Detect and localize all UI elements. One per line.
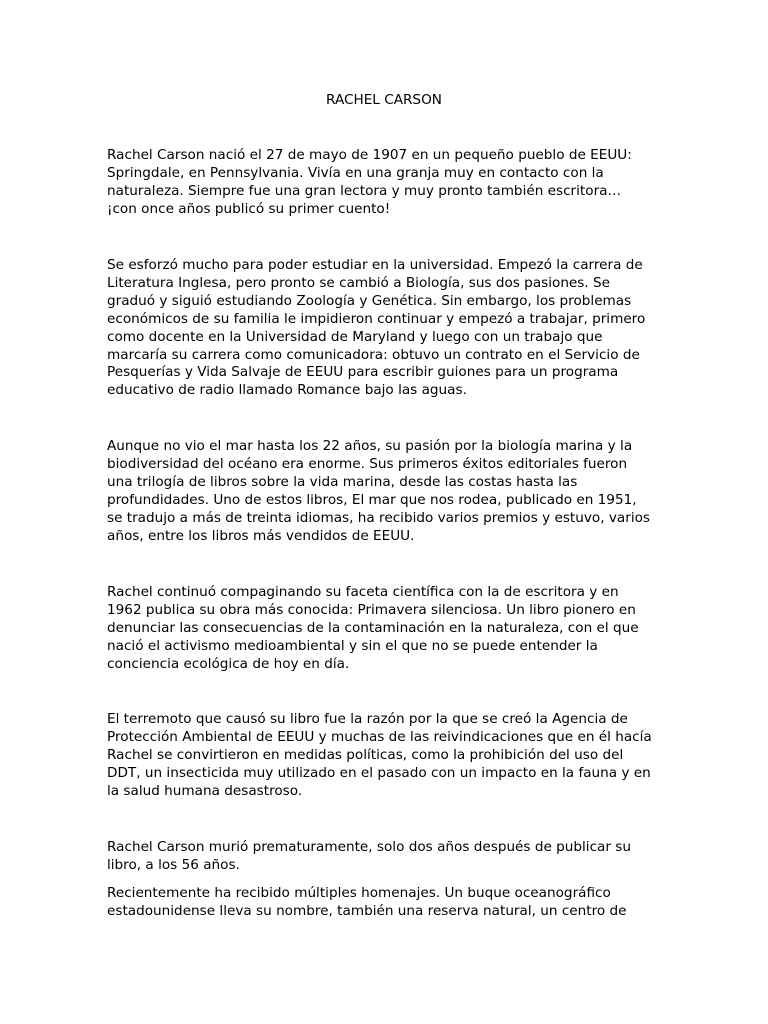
- paragraph-education: Se esforzó mucho para poder estudiar en la universidad. Empezó la carrera de Literatura Inglesa, pero pronto se cambió a Biología, sus dos pasiones. Se graduó y siguió estudiando Zoología y Genética. Sin embargo, los problemas económicos de su familia le impidieron continuar y empezó a trabajar, primero como docente en la Universidad de Maryland y luego con un trabajo que marcaría su carrera como comunicadora: obtuvo un contrato en el Servicio de Pesquerías y Vida Salvaje de EEUU para escribir guiones para un programa educativo de radio llamado Romance bajo las aguas.: [107, 257, 646, 399]
- paragraph-marine-biology: Aunque no vio el mar hasta los 22 años, su pasión por la biología marina y la biodiversidad del océano era enorme. Sus primeros éxitos editoriales fueron una trilogía de libros sobre la vida marina, desde las costas hasta las profundidades. Uno de estos libros, El mar que nos rodea, publicado en 1951, se tradujo a más de treinta idiomas, ha recibido varios premios y estuvo, varios años, entre los libros más vendidos de EEUU.: [107, 438, 650, 544]
- paragraph-tributes: Recientemente ha recibido múltiples homenajes. Un buque oceanográfico estadounidense lleva su nombre, también una reserva natural, un centro de: [107, 885, 627, 919]
- paragraph-death: Rachel Carson murió prematuramente, solo dos años después de publicar su libro, a los 56 años.: [107, 839, 631, 873]
- document-title: RACHEL CARSON: [326, 92, 442, 108]
- paragraph-environmental-agency: El terremoto que causó su libro fue la razón por la que se creó la Agencia de Protección Ambiental de EEUU y muchas de las reivindicaciones que en él hacía Rachel se convirtieron en medidas políticas, como la prohibición del uso del DDT, un insecticida muy utilizado en el pasado con un impacto en la fauna y en la salud humana desastroso.: [107, 711, 652, 799]
- paragraph-early-life: Rachel Carson nació el 27 de mayo de 1907 en un pequeño pueblo de EEUU: Springdale, en Pennsylvania. Vivía en una granja muy en contacto con la naturaleza. Siempre fue una gran lectora y muy pronto también escritora… ¡con once años publicó su primer cuento!: [107, 147, 632, 217]
- paragraph-silent-spring: Rachel continuó compaginando su faceta científica con la de escritora y en 1962 publica su obra más conocida: Primavera silenciosa. Un libro pionero en denunciar las consecuencias de la contaminación en la naturaleza, con el que nació el activismo medioambiental y sin el que no se puede entender la conciencia ecológica de hoy en día.: [107, 584, 639, 672]
